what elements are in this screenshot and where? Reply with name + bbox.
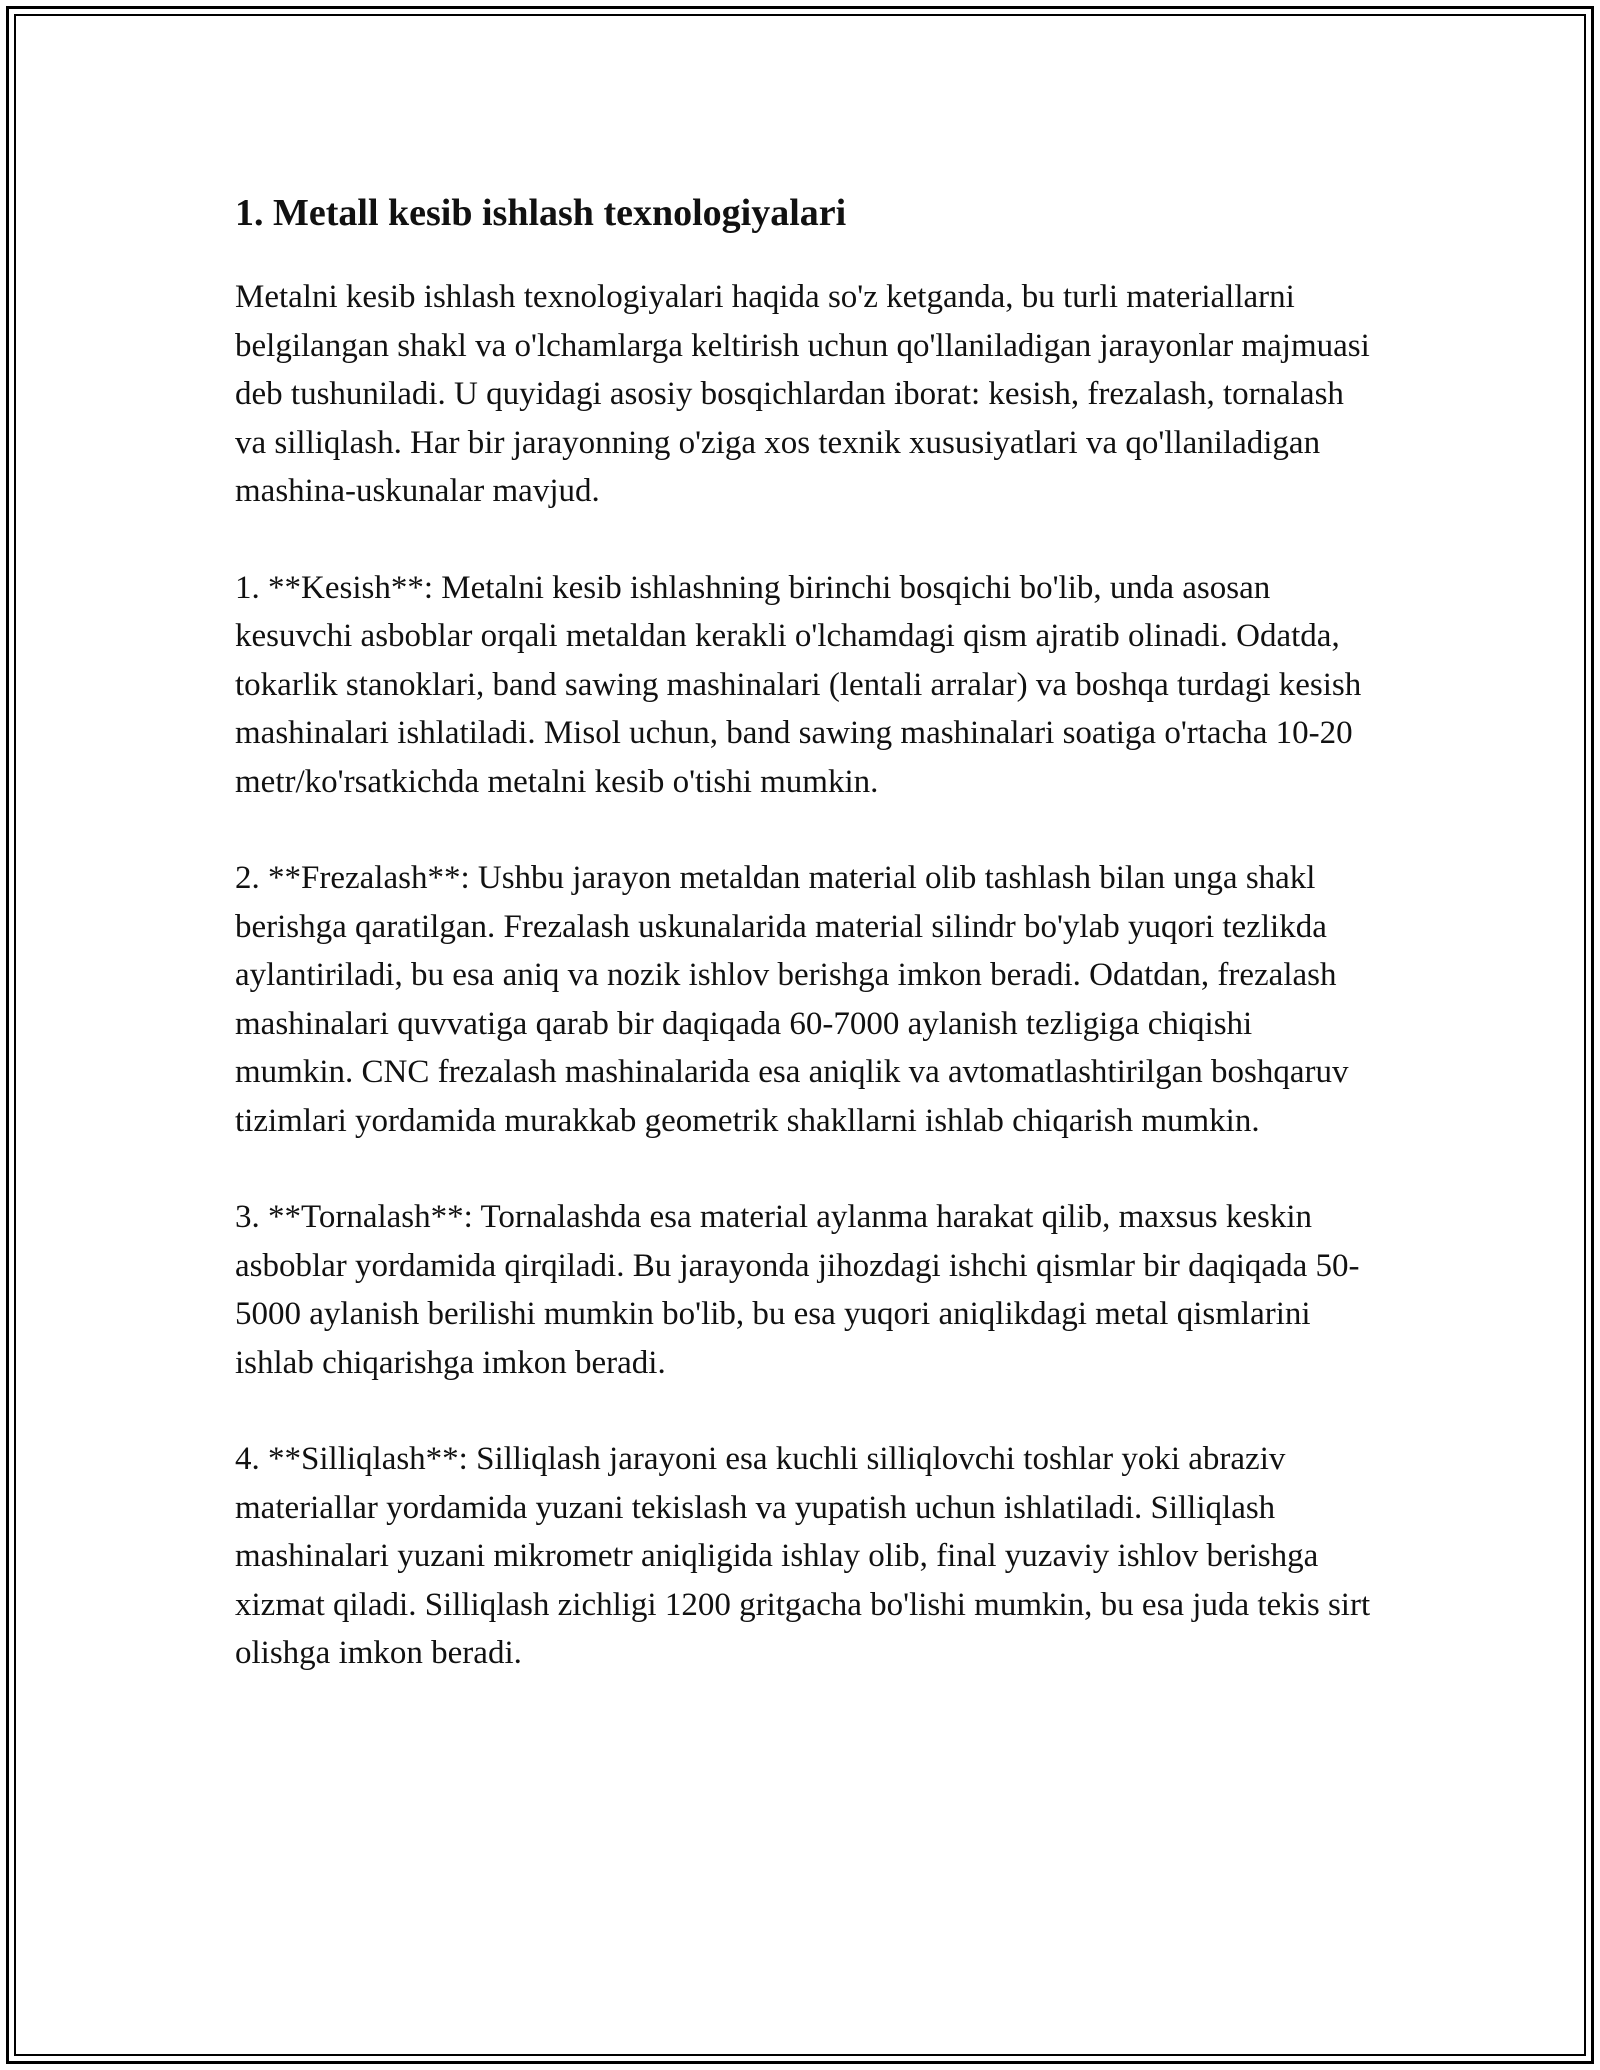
paragraph-tornalash: 3. **Tornalash**: Tornalashda esa material aylanma harakat qilib, maxsus keskin asboblar yordamida qirqiladi. Bu jarayonda jihozdagi ishchi qismlar bir daqiqada 50-5000 aylanish berilishi mumkin bo'lib, bu esa yuqori aniqlikdagi metal qismlarini ishlab chiqarishga imkon beradi. xyxy=(235,1199,1360,1381)
document-body xyxy=(235,187,1375,1726)
paragraph-silliqlash: 4. **Silliqlash**: Silliqlash jarayoni esa kuchli silliqlovchi toshlar yoki abraziv materiallar yordamida yuzani tekislash va yupatish uchun ishlatiladi. Silliqlash mashinalari yuzani mikrometr aniqligida ishlay olib, final yuzaviy ishlov berishga xizmat qiladi. Silliqlash zichligi 1200 gritgacha bo'lishi mumkin, bu esa juda tekis sirt olishga imkon beradi. xyxy=(235,1441,1371,1671)
document-title: 1. Metall kesib ishlash texnologiyalari xyxy=(235,192,847,234)
paragraph-kesish: 1. **Kesish**: Metalni kesib ishlashning birinchi bosqichi bo'lib, unda asosan kesuvchi asboblar orqali metaldan kerakli o'lchamdagi qism ajratib olinadi. Odatda, tokarlik stanoklari, band sawing mashinalari (lentali arralar) va boshqa turdagi kesish mashinalari ishlatiladi. Misol uchun, band sawing mashinalari soatiga o'rtacha 10-20 metr/ko'rsatkichda metalni kesib o'tishi mumkin. xyxy=(235,569,1362,800)
paragraph-frezalash: 2. **Frezalash**: Ushbu jarayon metaldan material olib tashlash bilan unga shakl berishga qaratilgan. Frezalash uskunalarida material silindr bo'ylab yuqori tezlikda aylantiriladi, bu esa aniq va nozik ishlov berishga imkon beradi. Odatdan, frezalash mashinalari quvvatiga qarab bir daqiqada 60-7000 aylanish tezligiga chiqishi mumkin. CNC frezalash mashinalarida esa aniqlik va avtomatlashtirilgan boshqaruv tizimlari yordamida murakkab geometrik shakllarni ishlab chiqarish mumkin. xyxy=(235,860,1349,1139)
intro-paragraph: Metalni kesib ishlash texnologiyalari haqida so'z ketganda, bu turli materiallarni belgilangan shakl va o'lchamlarga keltirish uchun qo'llaniladigan jarayonlar majmuasi deb tushuniladi. U quyidagi asosiy bosqichlardan iborat: kesish, frezalash, tornalash va silliqlash. Har bir jarayonning o'ziga xos texnik xususiyatlari va qo'llaniladigan mashina-uskunalar mavjud. xyxy=(235,279,1370,509)
